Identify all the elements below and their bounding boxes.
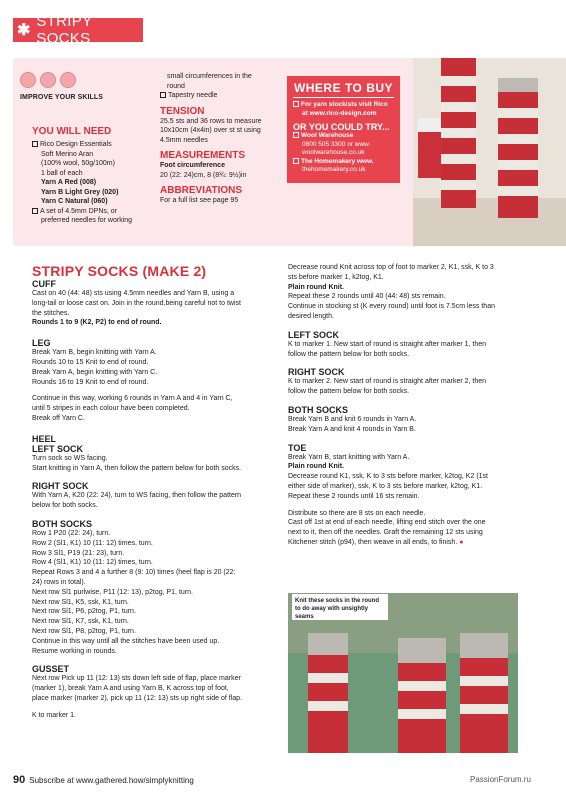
need-line: small circumferences in the [167,73,252,80]
photo-caption: Knit these socks in the round to do away with unsightly seams [292,594,388,620]
toe-heading: TOE [288,442,307,453]
buy-line: thehomemakery.co.uk [302,166,366,173]
pattern-line: Continue in this way, working 6 rounds in Yarn A and 4 in Yarn C, [32,395,233,403]
buy-line: The Homemakery www. [301,157,374,165]
need-line: Rico Design Essentials [40,141,112,148]
pattern-line: Plain round Knit. [288,463,344,471]
pattern-line: 24) rows in total). [32,578,86,586]
tension-line: 4.5mm needles [160,136,208,144]
abbreviations-heading: ABBREVIATIONS [160,185,243,196]
buy-line: woolwarehouse.co.uk [302,149,365,156]
checkbox-icon [32,141,38,147]
pattern-line: Start knitting in Yarn A, then follow the pattern below for both socks. [32,464,242,472]
pattern-line: sts before marker 1, k2tog, K1. [288,273,384,281]
asterisk-icon: ✱ [17,22,31,39]
pattern-line: Cast off 1st at end of each needle, lifting end stitch over the one [288,519,486,527]
pattern-line: K to marker 2. New start of round is straight after marker 2, then [288,378,487,386]
buy-line: For yarn stockists visit Rico [301,101,388,108]
requirements-column [160,72,286,206]
both-socks-heading: BOTH SOCKS [32,518,93,529]
need-line: Yarn A Red (008) [41,179,97,186]
pattern-line: the stitches. [32,309,70,317]
pattern-line: Next row Sl1, P8, p2tog, P1, turn. [32,627,136,635]
left-sock-heading: LEFT SOCK [288,329,339,340]
pattern-line: Decrease round Knit across top of foot to marker 2, K1, ssk, K to 3 [288,264,494,271]
measurements-heading: MEASUREMENTS [160,150,246,161]
footer-text: Subscribe at www.gathered.how/simplyknitting [29,776,194,785]
pattern-line: Repeat these 2 rounds until 40 (44: 48) sts remain. [288,293,446,301]
need-line: (100% wool, 50g/100m) [41,160,115,167]
pattern-line: follow the pattern below for both socks. [288,350,410,358]
need-line: A set of 4.5mm DPNs, or [40,207,118,215]
pattern-line: Row 2 (Sl1, K1) 10 (11: 12) times, turn. [32,539,153,547]
pattern-line: Plain round Knit. [288,283,344,291]
pattern-line: Kitchener stitch (p94), then weave in all ends, to finish. [288,538,458,546]
pattern-line: either side of marker), ssk, K to 3 sts before marker, k2tog, K1. [288,482,483,490]
pattern-line: next to it, then off the needles. Graft the remaining 12 sts using [288,529,483,537]
pattern-line: Break Yarn B, begin knitting with Yarn A. [32,349,157,357]
pattern-line: (marker 1), break Yarn A and using Yarn B, K across top of foot, [32,685,229,693]
measurements-sub: Foot circumference [160,162,225,169]
pattern-line: K to marker 1. [32,711,76,719]
pattern-title: STRIPY SOCKS (MAKE 2) [32,263,207,279]
right-sock-heading: RIGHT SOCK [288,367,345,378]
pattern-line: Next row Sl1 purlwise, P11 (12: 13), p2tog, P1, turn. [32,588,193,596]
pattern-line: Next row Pick up 11 (12: 13) sts down left side of flap, place marker [32,675,241,683]
checkbox-icon [293,101,299,107]
pattern-line: below for both socks. [32,502,98,510]
pattern-line: Continue in this way until all the stitches have been used up. [32,637,220,645]
watermark: PassionForum.ru [470,775,531,784]
need-line: 1 ball of each [41,169,83,177]
need-line: Yarn C Natural (060) [41,198,108,205]
pattern-line: Repeat Rows 3 and 4 a further 8 (9: 10) times (heel flap is 20 (22: [32,569,236,577]
need-line: Tapestry needle [168,92,218,99]
pattern-line: Next row Sl1, K5, ssk, K1, turn. [32,598,129,606]
end-mark-icon: ● [459,538,464,546]
you-will-need [32,126,157,226]
need-line: preferred needles for working [41,217,133,224]
section-header [13,13,143,47]
tension-line: 10x10cm (4x4in) over st st using [160,127,261,134]
heel-heading: HEEL [32,433,57,444]
leg-heading: LEG [32,338,51,349]
buy-line: 0800 505 3300 or www. [302,140,371,148]
yarn-ball-icon [40,72,56,88]
both-socks-heading: BOTH SOCKS [288,404,349,415]
pattern-line: Distribute so there are 8 sts on each needle. [288,509,426,517]
pattern-line: follow the pattern below for both socks. [288,388,410,396]
pattern-line: Decrease round K1, ssk, K to 3 sts before marker, k2tog, K2 (1st [288,473,488,481]
yarn-ball-icon [20,72,36,88]
pattern-line: Next row Sl1, P6, p2tog, P1, turn. [32,608,136,616]
measurements-value: 20 (22: 24)cm, 8 (8¾: 9½)in [160,171,247,179]
or-heading: OR YOU COULD TRY... [293,122,390,132]
pattern-line: Resume working in rounds. [32,647,117,655]
yarn-ball-icon [60,72,76,88]
buy-line: at www.rico-design.com [302,109,377,117]
skill-label: IMPROVE YOUR SKILLS [20,94,104,101]
need-line: round [167,82,185,90]
checkbox-icon [293,158,299,164]
you-will-need-heading: YOU WILL NEED [32,126,112,137]
pattern-line: Break Yarn A and knit 4 rounds in Yarn B. [288,425,416,433]
socks-photo [413,58,566,246]
pattern-left-column [32,263,272,721]
pattern-line: K to marker 1. New start of round is straight after marker 1, then [288,340,487,348]
pattern-line: Row 1 P20 (22: 24), turn. [32,529,111,537]
page-number: 90 [13,774,26,786]
where-to-buy-box [287,76,400,183]
pattern-line: Next row Sl1, K7, ssk, K1, turn. [32,618,129,626]
pattern-line: Rounds 1 to 9 (K2, P2) to end of round. [32,319,162,327]
section-title: STRIPY SOCKS [36,13,93,47]
pattern-line: Cast on 40 (44: 48) sts using 4.5mm needles and Yarn B, using a [32,290,235,297]
pattern-line: Turn sock so WS facing. [32,454,108,462]
pattern-line: Rounds 10 to 15 Knit to end of round. [32,358,149,366]
pattern-line: until 5 stripes in each colour have been completed. [32,405,190,413]
pattern-line: Break Yarn A, begin knitting with Yarn C. [32,368,158,376]
gusset-heading: GUSSET [32,664,70,675]
tension-line: 25.5 sts and 36 rows to measure [160,117,262,125]
right-sock-heading: RIGHT SOCK [32,481,89,492]
pattern-line: long-tail or loose cast on. Join in the round,being careful not to twist [32,299,241,307]
checkbox-icon [32,208,38,214]
pattern-line: desired length. [288,312,334,320]
pattern-line: Repeat these 2 rounds until 16 sts remain. [288,492,420,500]
pattern-line: Break Yarn B, start knitting with Yarn A. [288,453,410,461]
buy-line: Wool Warehouse [301,132,354,139]
checkbox-icon [293,132,299,138]
checkbox-icon [160,92,166,98]
pattern-line: Break off Yarn C. [32,414,85,422]
where-to-buy-title: WHERE TO BUY [293,81,394,95]
need-line: Yarn B Light Grey (020) [41,188,119,196]
left-sock-heading: LEFT SOCK [32,443,83,454]
abbreviations-text: For a full list see page 95 [160,197,239,204]
tension-heading: TENSION [160,105,205,117]
need-line: Soft Merino Aran [41,150,94,158]
pattern-line: Rounds 16 to 19 Knit to end of round. [32,378,149,386]
pattern-line: place marker (marker 2), pick up 11 (12: 13) sts up right side of flap. [32,694,242,702]
skill-level [20,72,103,101]
pattern-line: Continue in stocking st (K every round) until foot is 7.5cm less than [288,303,495,311]
page-footer [13,774,194,786]
cuff-heading: CUFF [32,279,56,289]
pattern-right-column [288,263,518,548]
pattern-line: With Yarn A, K20 (22: 24), turn to WS facing, then follow the pattern [32,492,242,500]
pattern-line: Row 3 Sl1, P19 (21: 23), turn. [32,549,125,557]
pattern-line: Break Yarn B and knit 6 rounds in Yarn A. [288,415,417,423]
pattern-line: Row 4 (Sl1, K1) 10 (11: 12) times, turn. [32,559,153,567]
